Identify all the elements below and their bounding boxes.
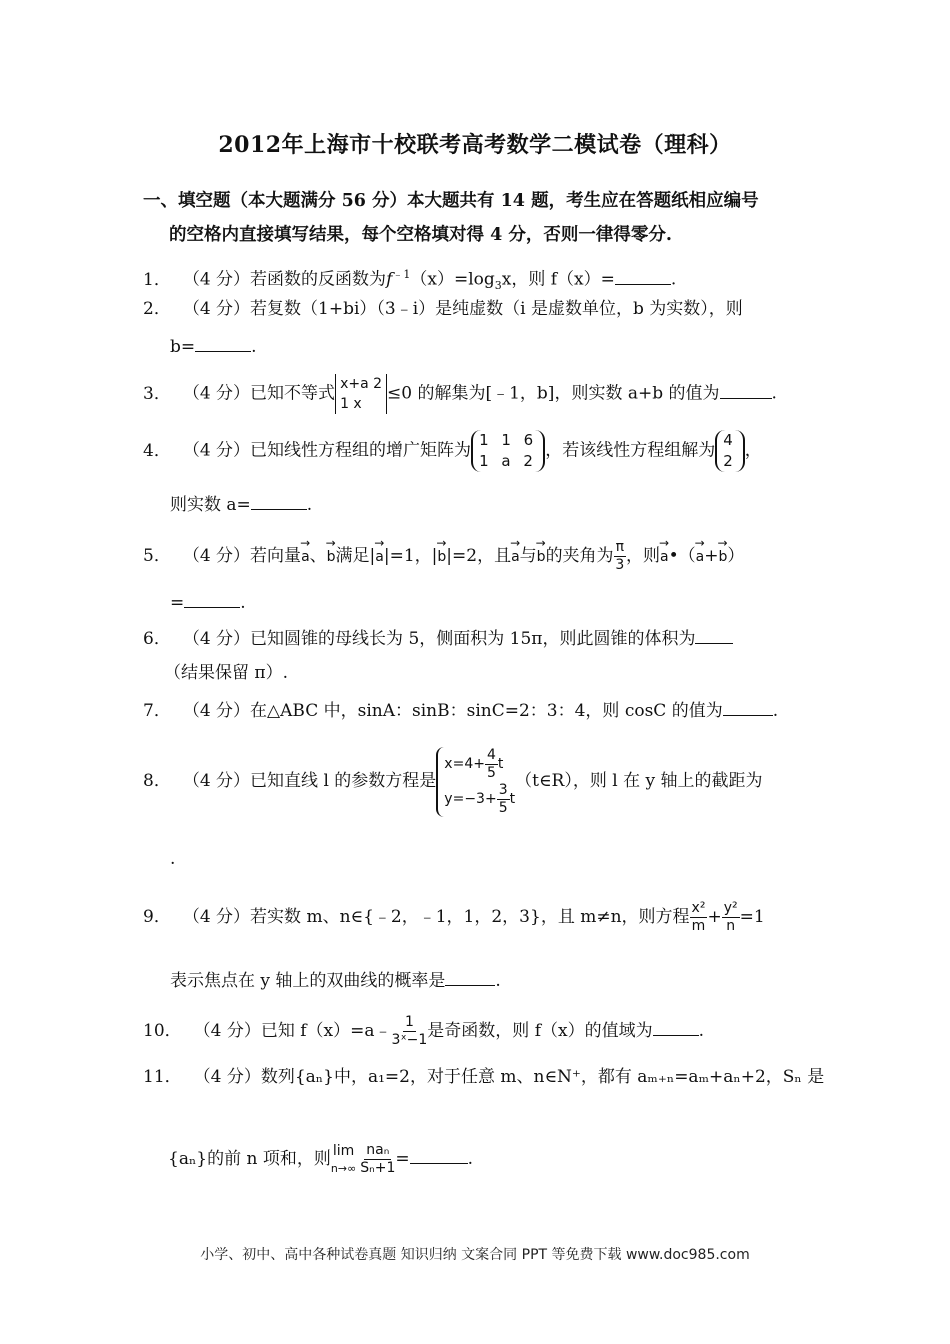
question-7: 7． （4 分）在△ABC 中，sinA：sinB：sinC=2：3：4，则 cosC 的值为 . <box>143 701 779 721</box>
pi-over-3: $\frac{\pi}{3}$ <box>615 539 625 573</box>
section-heading-line1: 一、填空题（本大题满分 56 分）本大题共有 14 题，考生应在答题纸相应编号 <box>143 191 759 211</box>
limit-fraction: $\frac{\text{naₙ}}{\text{Sₙ+1}}$ <box>360 1142 396 1176</box>
question-10: 10． （4 分）已知 f（x）=a﹣ $\frac{1}{\text{3ˣ−1}}$ 是奇函数，则 f（x）的值域为 . <box>143 1014 704 1048</box>
answer-blank[interactable] <box>445 969 495 986</box>
answer-blank[interactable] <box>251 493 307 510</box>
question-5-cont: = . <box>170 593 246 613</box>
question-9-cont: 表示焦点在 y 轴上的双曲线的概率是 . <box>170 971 501 991</box>
solution-vector: 4 2 <box>715 430 745 472</box>
question-6: 6． （4 分）已知圆锥的母线长为 5，侧面积为 15π，则此圆锥的体积为 <box>143 626 813 652</box>
page-title: 2012年上海市十校联考高考数学二模试卷（理科） <box>218 132 732 158</box>
question-2-cont: b= . <box>170 337 257 357</box>
question-4: 4． （4 分）已知线性方程组的增广矩阵为1 1 6 1 a 2，若该线性方程组解为4 2， <box>143 431 762 470</box>
answer-blank[interactable] <box>615 268 671 285</box>
question-4-cont: 则实数 a= . <box>170 495 313 515</box>
frac-1-over-3x-1: $\frac{1}{\text{3ˣ−1}}$ <box>391 1014 428 1048</box>
answer-blank[interactable] <box>410 1147 468 1164</box>
question-8: 8． （4 分）已知直线 l 的参数方程是x=4+ $\frac{4}{5}$ t y=−3+ $\frac{3}{5}$ t（t∈R），则 l 在 y 轴上的截距为 <box>143 746 763 816</box>
limit-symbol: lim n→∞ <box>330 1142 357 1175</box>
question-8-cont: . <box>170 849 176 869</box>
frac-x2-m: $\frac{\text{x²}}{m}$ <box>691 900 706 934</box>
section-heading-line2: 的空格内直接填写结果，每个空格填对得 4 分，否则一律得零分. <box>169 225 672 245</box>
answer-blank[interactable] <box>653 1019 699 1036</box>
frac-y2-n: $\frac{\text{y²}}{n}$ <box>723 900 738 934</box>
parametric-system: x=4+ $\frac{4}{5}$ t y=−3+ $\frac{3}{5}$ t <box>436 747 515 817</box>
question-11: 11． （4 分）数列{aₙ}中，a₁=2，对于任意 m、n∈N⁺，都有 aₘ₊ₙ=aₘ+aₙ+2，Sₙ 是 <box>143 1067 825 1087</box>
answer-blank[interactable] <box>184 591 240 608</box>
answer-blank[interactable] <box>195 335 251 352</box>
question-6-cont: （结果保留 π）. <box>164 663 288 683</box>
question-5: 5． （4 分）若向量→ a、→ b满足|→ a|=1，|→ b|=2，且→ a与→ b的夹角为 $\frac{\pi}{3}$ ，则→ a•（→ a+→ b） <box>143 538 813 574</box>
question-2: 2． （4 分）若复数（1+bi）（3﹣i）是纯虚数（i 是虚数单位，b 为实数），则 <box>143 299 743 319</box>
question-9: 9． （4 分）若实数 m、n∈{﹣2，﹣1，1，2，3}，且 m≠n，则方程 $\frac{\text{x²}}{m}$ + $\frac{\text{y²}}{n}$ =1 <box>143 900 765 934</box>
answer-blank[interactable] <box>720 382 772 399</box>
answer-blank[interactable] <box>695 627 733 644</box>
page-footer: 小学、初中、高中各种试卷真题 知识归纳 文案合同 PPT 等免费下载 www.doc985.com <box>200 1247 750 1263</box>
augmented-matrix: 1 1 6 1 a 2 <box>471 430 545 472</box>
question-11-cont: {aₙ}的前 n 项和，则 lim n→∞ $\frac{\text{naₙ}}{\text{Sₙ+1}}$ = . <box>168 1142 474 1176</box>
answer-blank[interactable] <box>723 699 773 716</box>
determinant: x+a 2 1 x <box>335 374 387 414</box>
section-heading <box>143 184 811 252</box>
question-1: 1． （4 分）若函数的反函数为$f^{﹣1}(x)=\log_3x$，则 f（x）= . <box>143 268 677 293</box>
question-3: 3． （4 分）已知不等式 x+a 2 1 x≤0 的解集为[﹣1，b]，则实数 a+b 的值为 . <box>143 376 777 412</box>
